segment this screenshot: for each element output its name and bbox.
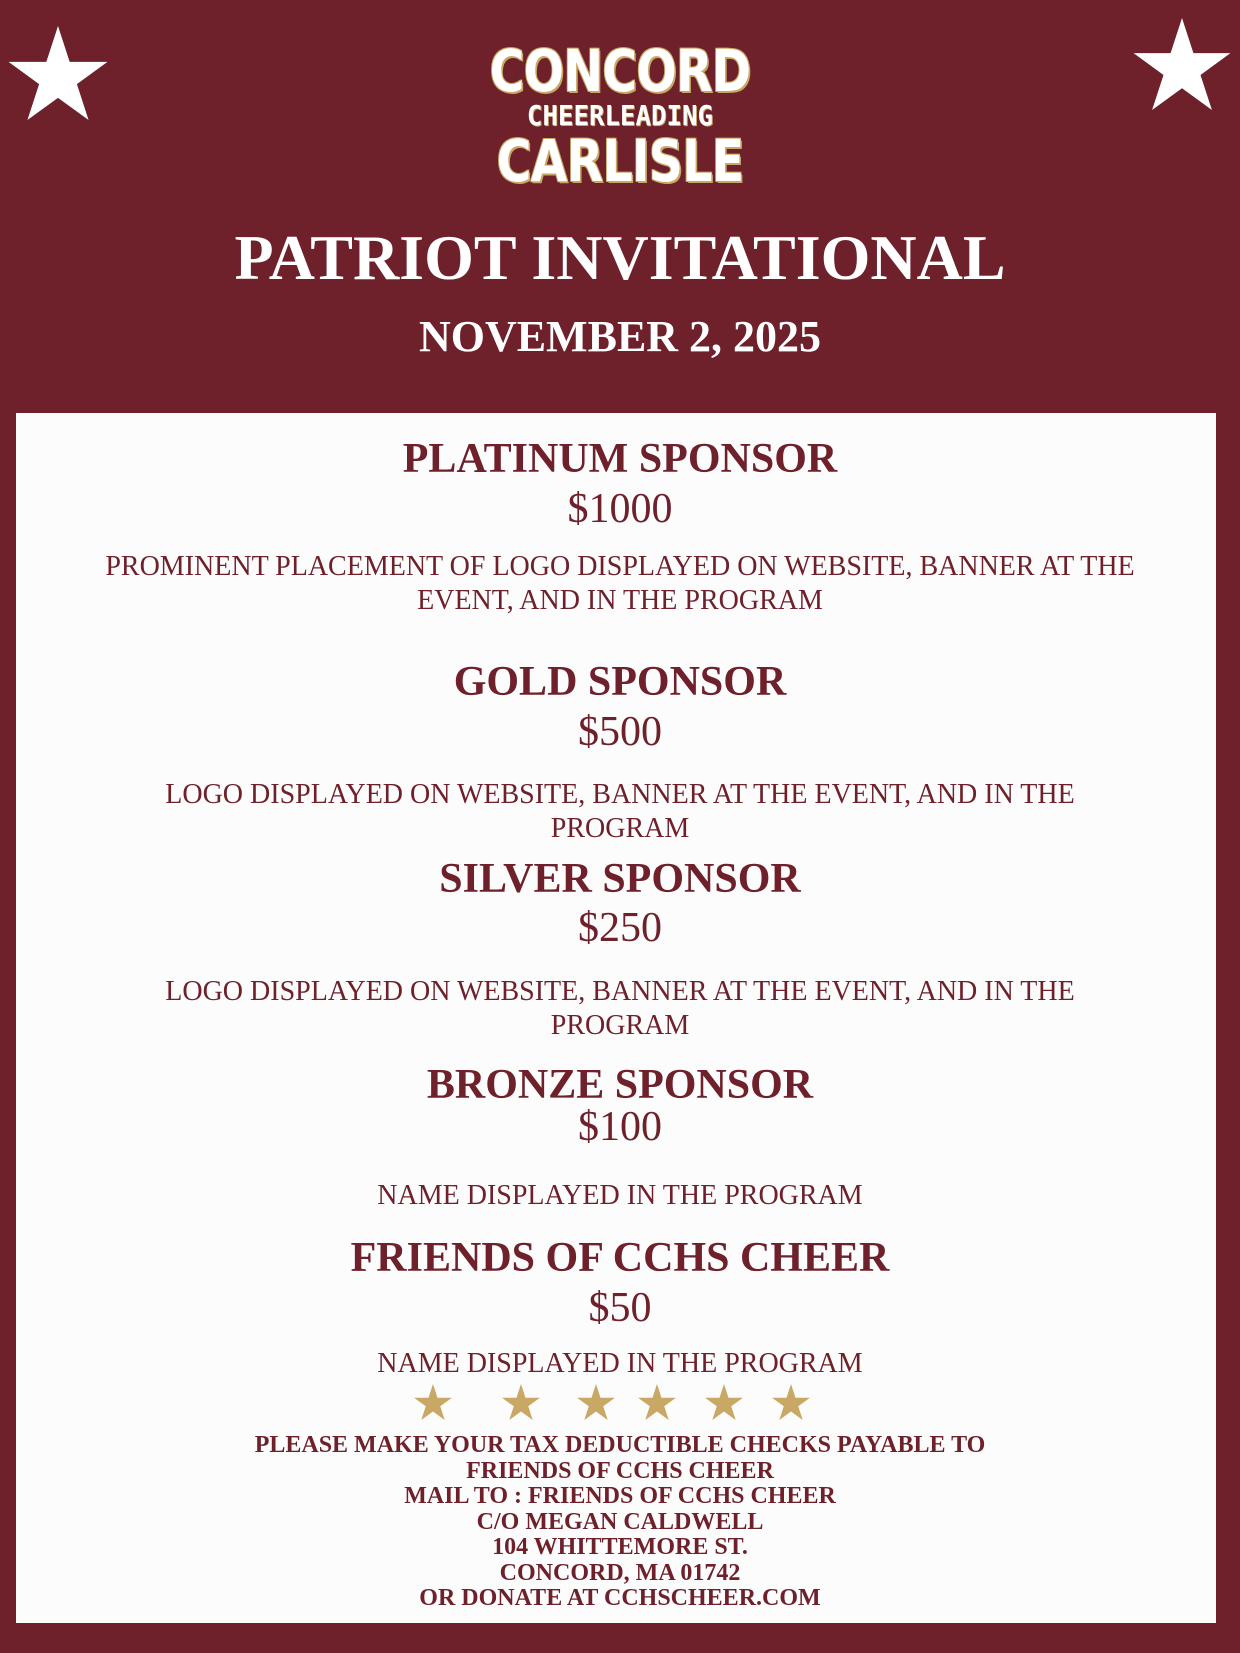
tier-desc-silver: LOGO DISPLAYED ON WEBSITE, BANNER AT THE EVENT, AND IN THE PROGRAM (165, 976, 1075, 1041)
tier-price-friends: $50 (588, 1285, 652, 1331)
footer-line: FRIENDS OF CCHS CHEER (466, 1457, 774, 1484)
footer-line: C/O MEGAN CALDWELL (476, 1508, 764, 1535)
tier-name-friends: FRIENDS OF CCHS CHEER (350, 1235, 890, 1281)
logo-line-concord: CONCORD (489, 37, 751, 105)
logo-line-cheerleading: CHEERLEADING (526, 99, 714, 132)
gold-star-icon (772, 1384, 810, 1420)
tier-name-gold: GOLD SPONSOR (453, 659, 787, 705)
event-title: PATRIOT INVITATIONAL (234, 222, 1006, 293)
event-date: NOVEMBER 2, 2025 (418, 312, 822, 361)
tier-desc-platinum: PROMINENT PLACEMENT OF LOGO DISPLAYED ON WEBSITE, BANNER AT THE EVENT, AND IN THE PROGRAM (105, 551, 1135, 616)
tier-name-silver: SILVER SPONSOR (439, 856, 801, 902)
logo-line-carlisle: CARLISLE (496, 127, 744, 195)
gold-star-icon (502, 1384, 540, 1420)
team-logo (440, 37, 800, 197)
tier-desc-gold: LOGO DISPLAYED ON WEBSITE, BANNER AT THE EVENT, AND IN THE PROGRAM (165, 779, 1075, 844)
footer-line: 104 WHITTEMORE ST. (492, 1534, 748, 1560)
tier-desc-friends: NAME DISPLAYED IN THE PROGRAM (377, 1348, 863, 1379)
gold-star-divider (0, 1384, 1240, 1420)
gold-star-icon (577, 1384, 615, 1420)
footer-line: CONCORD, MA 01742 (499, 1559, 741, 1586)
tier-desc-bronze: NAME DISPLAYED IN THE PROGRAM (377, 1180, 863, 1211)
tier-price-bronze: $100 (578, 1104, 662, 1150)
footer-line: MAIL TO : FRIENDS OF CCHS CHEER (404, 1483, 836, 1509)
star-icon-left (8, 26, 108, 120)
gold-star-icon (414, 1384, 452, 1420)
gold-star-icon (705, 1384, 743, 1420)
payment-instructions (0, 1433, 1240, 1612)
gold-star-icon (638, 1384, 676, 1420)
tier-price-platinum: $1000 (567, 486, 673, 532)
footer-line: PLEASE MAKE YOUR TAX DEDUCTIBLE CHECKS PAYABLE TO (254, 1432, 986, 1458)
tier-name-bronze: BRONZE SPONSOR (426, 1062, 814, 1108)
tier-price-gold: $500 (578, 709, 662, 755)
star-icon-right (1133, 18, 1231, 110)
tier-name-platinum: PLATINUM SPONSOR (402, 436, 838, 482)
footer-donate-link[interactable]: OR DONATE AT CCHSCHEER.COM (419, 1585, 821, 1611)
tier-price-silver: $250 (578, 905, 662, 951)
